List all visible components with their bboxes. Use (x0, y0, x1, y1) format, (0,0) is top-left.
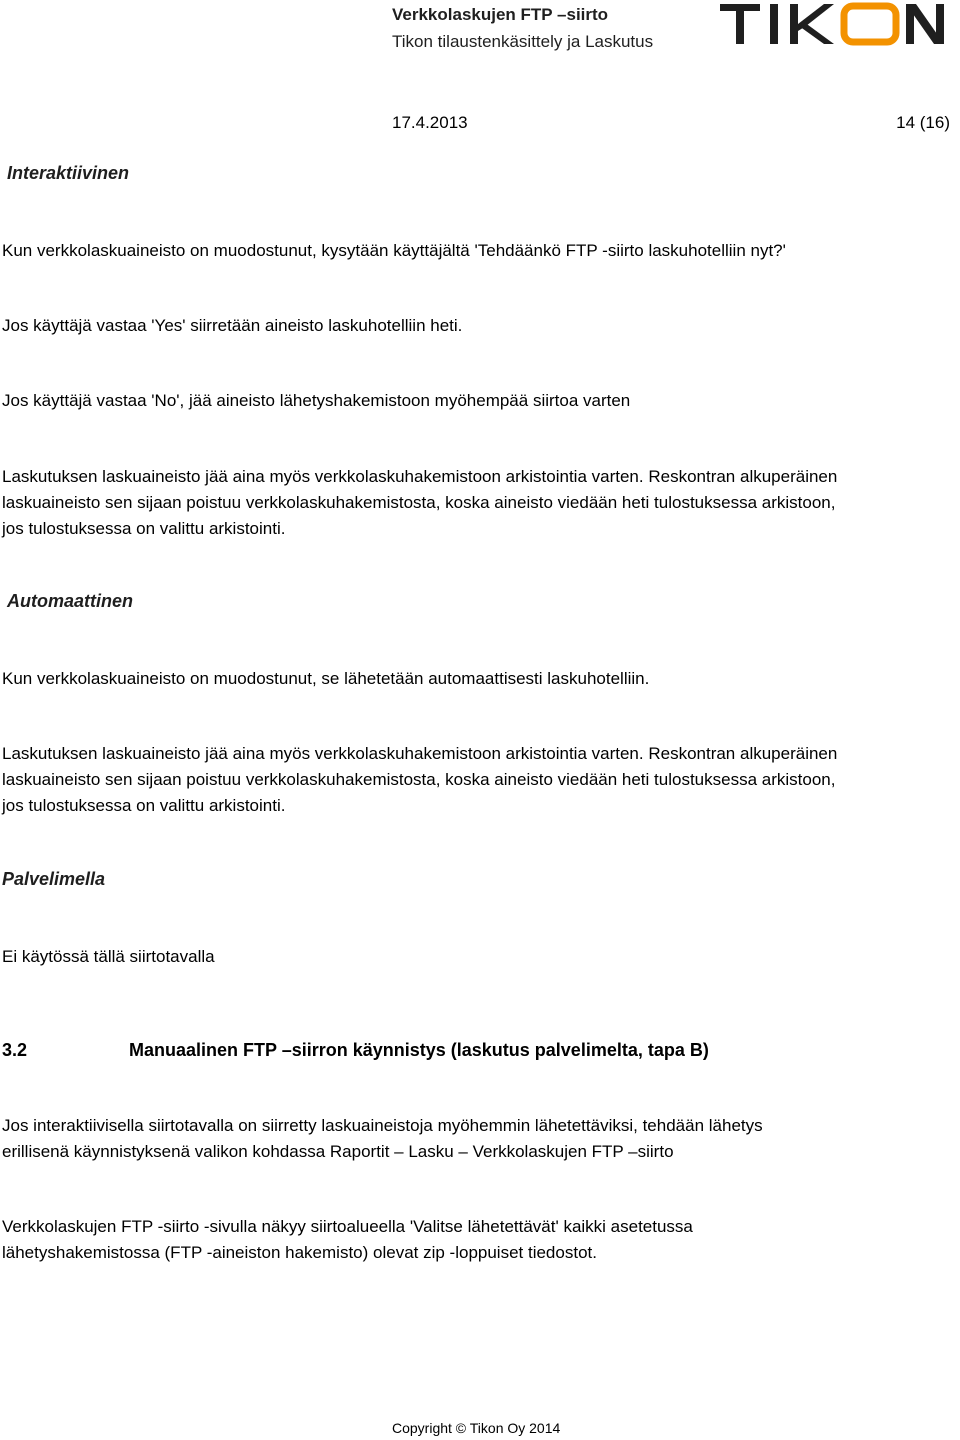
logo-letters (720, 4, 944, 44)
paragraph-line: laskuaineisto sen sijaan poistuu verkkolaskuhakemistosta, koska aineisto viedään heti tulostuksessa arkistoon, (2, 770, 836, 789)
section-title: Manuaalinen FTP –siirron käynnistys (laskutus palvelimelta, tapa B) (129, 1040, 709, 1060)
page-number: 14 (16) (896, 113, 950, 132)
paragraph: Jos käyttäjä vastaa 'No', jää aineisto lähetyshakemistoon myöhempää siirtoa varten (2, 391, 631, 410)
heading-palvelimella: Palvelimella (2, 869, 106, 889)
paragraph (2, 464, 960, 542)
paragraph-line: Laskutuksen laskuaineisto jää aina myös verkkolaskuhakemistoon arkistointia varten. Reskontran alkuperäinen (2, 744, 838, 763)
heading-interaktiivinen: Interaktiivinen (7, 163, 130, 183)
paragraph-line: jos tulostuksessa on valittu arkistointi. (2, 519, 286, 538)
paragraph: Jos käyttäjä vastaa 'Yes' siirretään aineisto laskuhotelliin heti. (2, 316, 463, 335)
document-subtitle: Tikon tilaustenkäsittely ja Laskutus (392, 32, 654, 51)
copyright-footer: Copyright © Tikon Oy 2014 (392, 1420, 561, 1436)
paragraph (2, 1214, 960, 1266)
paragraph (2, 741, 960, 819)
paragraph: Ei käytössä tällä siirtotavalla (2, 947, 215, 966)
paragraph-line: laskuaineisto sen sijaan poistuu verkkolaskuhakemistosta, koska aineisto viedään heti tulostuksessa arkistoon, (2, 493, 836, 512)
paragraph (2, 1113, 960, 1165)
document-title: Verkkolaskujen FTP –siirto (392, 5, 609, 24)
paragraph: Kun verkkolaskuaineisto on muodostunut, kysytään käyttäjältä 'Tehdäänkö FTP -siirto laskuhotelliin nyt?' (2, 241, 786, 260)
tikon-logo (720, 2, 944, 46)
logo-o-accent (844, 6, 896, 42)
document-date: 17.4.2013 (392, 113, 468, 132)
paragraph-line: Jos interaktiivisella siirtotavalla on siirretty laskuaineistoja myöhemmin lähetettäviksi, tehdään lähetys (2, 1116, 763, 1135)
paragraph-line: lähetyshakemistossa (FTP -aineiston hakemisto) olevat zip -loppuiset tiedostot. (2, 1243, 597, 1262)
paragraph-line: Verkkolaskujen FTP -siirto -sivulla näkyy siirtoalueella 'Valitse lähetettävät' kaikki asetetussa (2, 1217, 693, 1236)
section-heading-3-2 (2, 1040, 709, 1061)
paragraph-line: jos tulostuksessa on valittu arkistointi. (2, 796, 286, 815)
heading-automaattinen: Automaattinen (7, 591, 133, 611)
paragraph: Kun verkkolaskuaineisto on muodostunut, se lähetetään automaattisesti laskuhotelliin. (2, 669, 650, 688)
paragraph-line: erillisenä käynnistyksenä valikon kohdassa Raportit – Lasku – Verkkolaskujen FTP –siirto (2, 1142, 674, 1161)
paragraph-line: Laskutuksen laskuaineisto jää aina myös verkkolaskuhakemistoon arkistointia varten. Reskontran alkuperäinen (2, 467, 838, 486)
section-number: 3.2 (2, 1040, 28, 1060)
